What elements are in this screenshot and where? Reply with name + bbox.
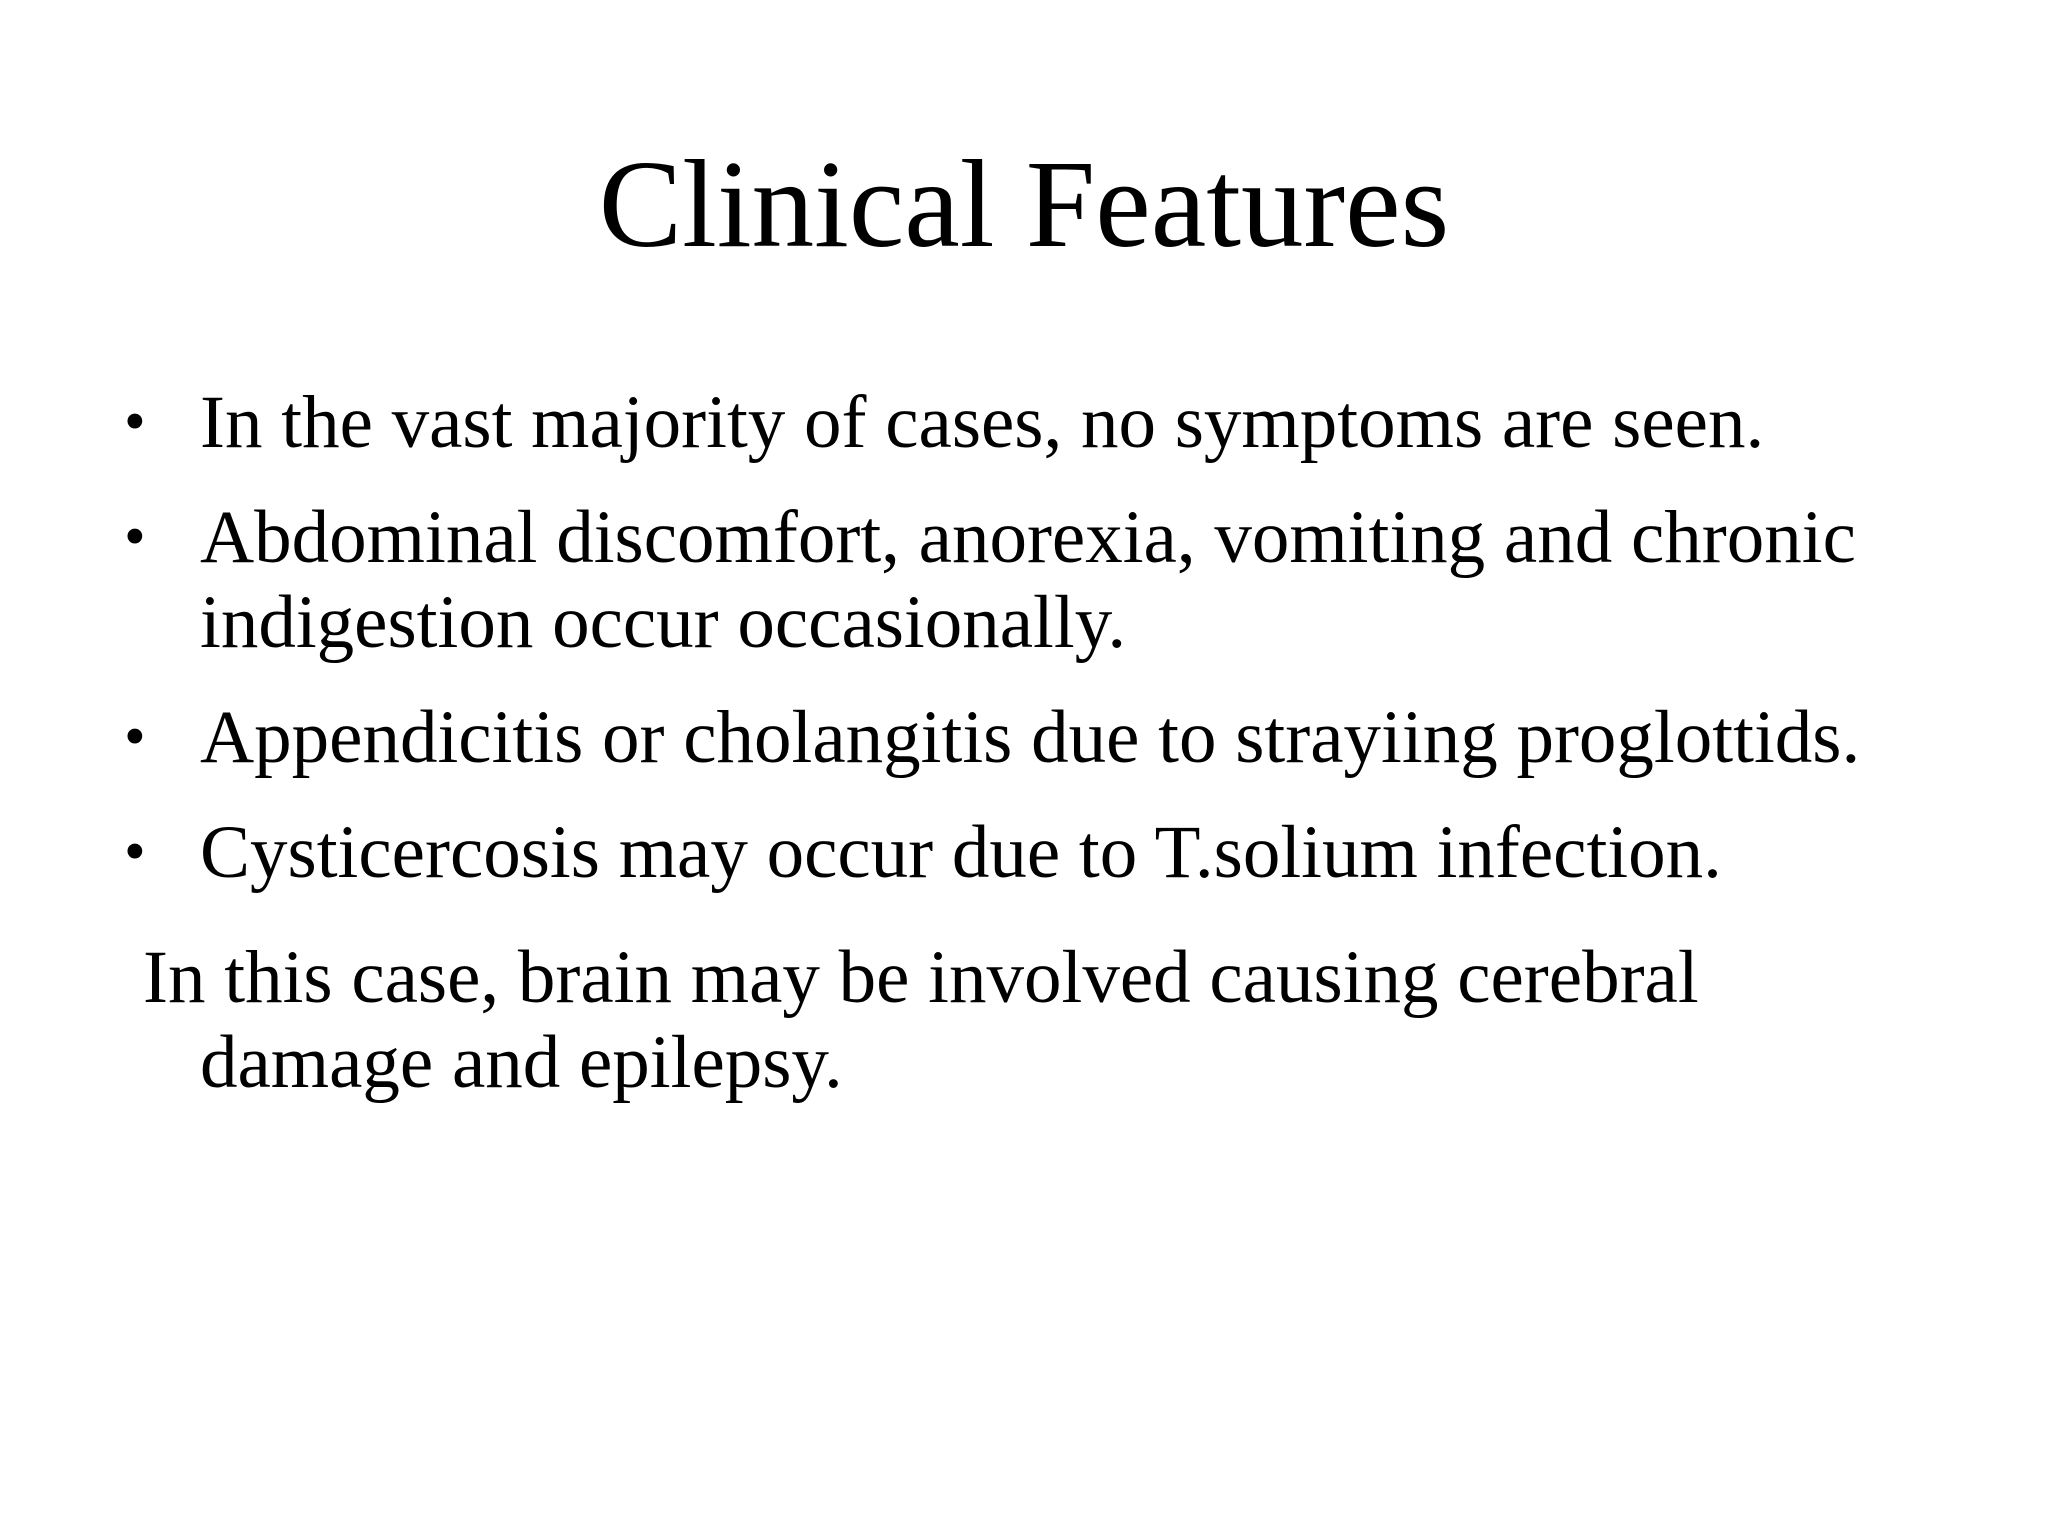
continuation-line: In this case, brain may be involved causing cerebral: [143, 936, 1699, 1019]
slide-title: Clinical Features: [598, 136, 1450, 274]
bullet-item: [0, 810, 2048, 895]
bullet-icon: •: [124, 818, 146, 886]
bullet-icon: •: [124, 388, 146, 456]
bullet-line: Cysticercosis may occur due to T.solium infection.: [200, 811, 1722, 894]
bullet-item: [0, 495, 2048, 665]
bullet-line: In the vast majority of cases, no symptoms are seen.: [200, 381, 1765, 464]
bullet-line: indigestion occur occasionally.: [200, 581, 1127, 664]
continuation-paragraph: [143, 935, 1699, 1105]
bullet-item: [0, 695, 2048, 780]
bullet-item: [0, 380, 2048, 465]
bullet-icon: •: [124, 503, 146, 571]
bullet-line: Appendicitis or cholangitis due to strayiing proglottids.: [200, 696, 1861, 779]
continuation-line: damage and epilepsy.: [200, 1021, 843, 1104]
bullet-line: Abdominal discomfort, anorexia, vomiting and chronic: [200, 496, 1856, 579]
bullet-list: [0, 380, 2048, 925]
bullet-icon: •: [124, 703, 146, 771]
